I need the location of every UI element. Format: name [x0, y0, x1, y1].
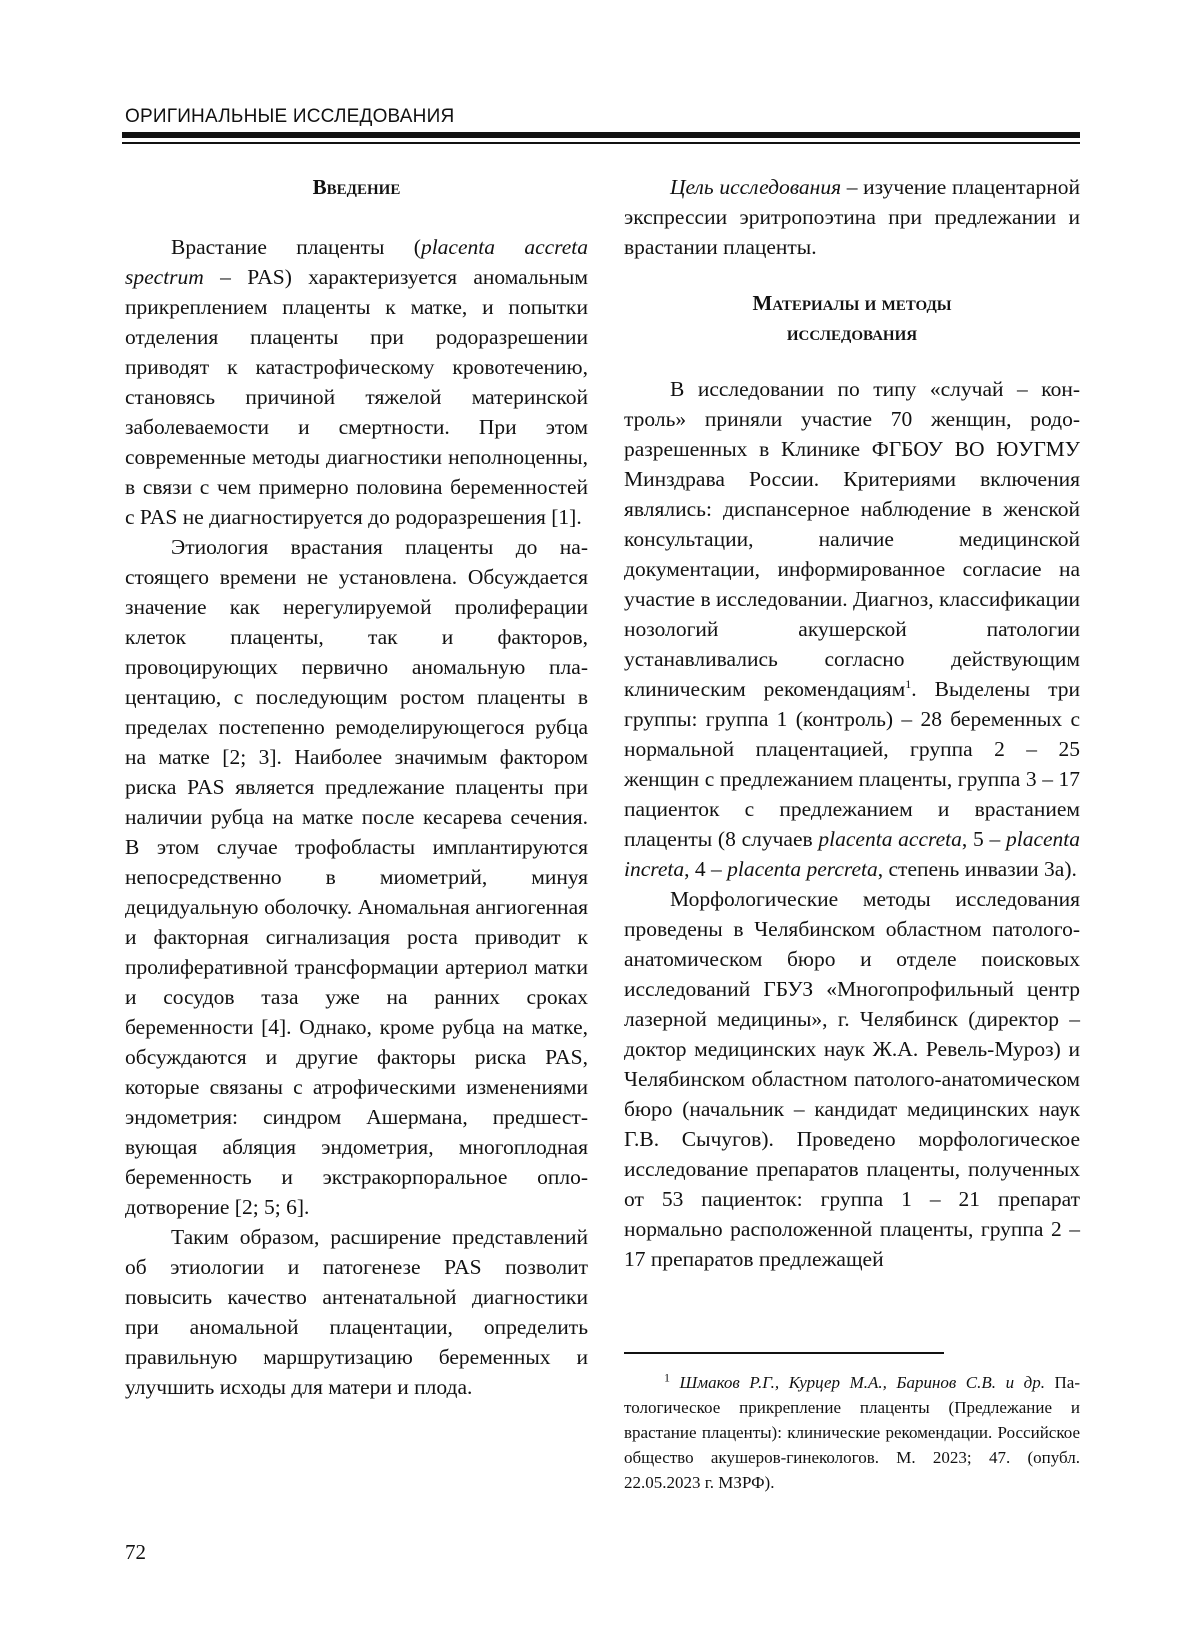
intro-paragraph-3: Таким образом, расширение представлений об этиологии и патогенезе PAS позволит повысить качество антенатальной диагностики при аномальной плацентации, определить правильную маршрутизацию беременных и улучшить исходы для матери и плода.: [125, 1225, 588, 1399]
intro-paragraph-1: [125, 232, 588, 532]
footnotes: [624, 1370, 1080, 1495]
footnote-mark: 1: [664, 1370, 670, 1385]
aim-paragraph: [624, 172, 1080, 262]
text-run: – изучение плацентарной экспрессии эритропоэтина при предлежании и врастании плаценты.: [624, 175, 1080, 259]
right-column: [624, 172, 1080, 1274]
text-run: , степень инвазии 3а).: [877, 857, 1077, 881]
text-run: – PAS) характеризуется аномальным прикреплением плаценты к матке, и попытки отделения плаценты при родоразрешении приводят к катастрофическому кровотечению, становясь причиной тяжелой материнской заболеваемости и смертности. При этом современные методы диагностики неполноценны, в связи с чем примерно половина беременностей с PAS не диагностируется до родоразрешения [1].: [125, 265, 588, 529]
text-run: Врастание плаценты (: [171, 235, 421, 259]
footnote-1: [624, 1370, 1080, 1495]
italic-term: placenta accreta: [818, 827, 962, 851]
methods-paragraph-1: [624, 374, 1080, 884]
header-rule-thick: [122, 132, 1080, 138]
italic-term: placenta accreta spectrum: [125, 235, 588, 289]
text-run: В исследовании по типу «случай – контроль» приняли участие 70 женщин, родоразрешенных в Клинике ФГБОУ ВО ЮУГМУ Минздрава России. Критериями включения являлись: диспансерное наблюдение в женской консультации, наличие медицинской документации, информированное согласие на участие в исследовании. Диагноз, классификации нозологий акушерской патологии устанавливались согласно действующим клиническим рекомендациям: [624, 377, 1080, 701]
footnote-ref[interactable]: 1: [905, 676, 912, 691]
section-heading-introduction: Введение: [312, 175, 401, 199]
methods-paragraph-2: Морфологические методы исследования проведены в Челябинском областном патолого-анатомическом бюро и отделе поисковых исследований ГБУЗ «Многопрофильный центр лазерной медицины», г. Челябинск (директор – доктор медицинских наук Ж.А. Ревель-Муроз) и Челябинском областном патолого-анатомическом бюро (начальник – кандидат медицинских наук Г.В. Сычугов). Проведено морфологическое исследование препаратов плаценты, полученных от 53 пациенток: группа 1 – 21 препарат нормально расположенной плаценты, группа 2 – 17 препаратов предлежащей: [624, 887, 1080, 1271]
heading-line: Материалы и методы: [752, 291, 952, 315]
running-head: ОРИГИНАЛЬНЫЕ ИССЛЕДОВАНИЯ: [125, 106, 455, 127]
heading-line: исследования: [786, 321, 918, 345]
text-run: . Выделены три группы: группа 1 (контроль) – 28 беременных с нормальной плацентацией, группа 2 – 25 женщин с предлежанием плаценты, группа 3 – 17 пациенток с предлежанием и врастанием плаценты (8 случаев: [624, 677, 1080, 851]
aim-label: Цель исследования: [670, 175, 842, 199]
italic-term: placenta increta: [624, 827, 1081, 881]
italic-term: placenta percreta: [727, 857, 878, 881]
page-number: 72: [125, 1540, 146, 1564]
footnote-authors: Шмаков Р.Г., Курцер М.А., Баринов С.В. и др.: [679, 1373, 1045, 1392]
text-run: , 5 –: [961, 827, 1006, 851]
section-heading-methods: [624, 288, 1080, 348]
left-column: [125, 172, 588, 1402]
intro-paragraph-2: Этиология врастания плаценты до настоящего времени не установлена. Обсуждается значение как нерегулируемой пролиферации клеток плаценты, так и факторов, провоцирующих первично аномальную плацентацию, с последующим ростом плаценты в пределах постепенно ремоделирующегося рубца на матке [2; 3]. Наиболее значимым фактором риска PAS является предлежание плаценты при наличии рубца на матке после кесарева сечения. В этом случае трофобласты имплантируются непосредственно в миометрий, минуя децидуальную оболочку. Аномальная ангиогенная и факторная сигнализация роста приводит к пролиферативной трансформации артериол матки и сосудов таза уже на ранних сроках беременности [4]. Однако, кроме рубца на матке, обсуждаются и другие факторы риска PAS, которые связаны с атрофическими изменениями эндометрия: синдром Ашермана, предшествующая абляция эндометрия, многоплодная беременность и экстракорпоральное оплодотворение [2; 5; 6].: [125, 535, 588, 1219]
text-run: , 4 –: [684, 857, 728, 881]
footnote-separator: [624, 1352, 944, 1354]
header-rule-thin: [122, 142, 1080, 144]
text-run: Патологическое прикрепление плаценты (Предлежание и врастание плаценты): клинические рекомендации. Российское общество акушеров-гинекологов. М. 2023; 47. (опубл. 22.05.2023 г. МЗРФ).: [624, 1373, 1081, 1492]
